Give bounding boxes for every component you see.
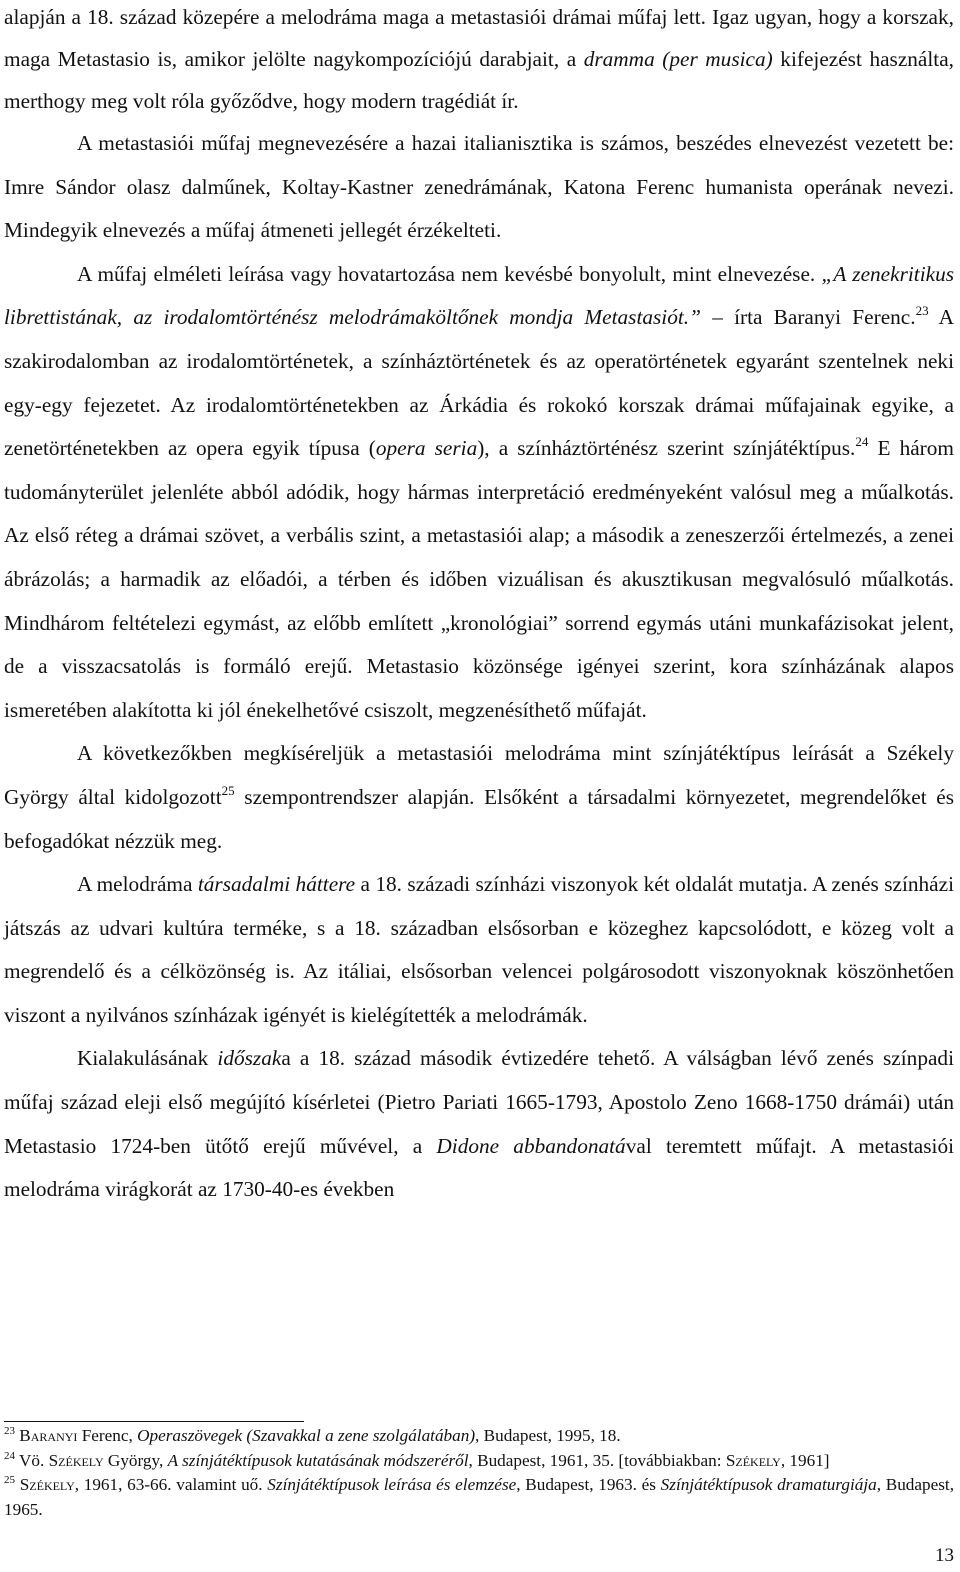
footnote-ref-24[interactable]: 24 (855, 434, 869, 450)
page-number: 13 (935, 1545, 954, 1566)
text-run: , 1961] (780, 1450, 830, 1470)
text-run: , 1961, 63-66. valamint uő. (74, 1475, 268, 1495)
text-run: Vö. (15, 1450, 49, 1470)
italic-run: opera seria (375, 436, 478, 461)
text-run: szempontrendszer alapján. Elsőként a társadalmi környezetet, megrendelőket és befogadókat nézzük meg. (4, 784, 954, 853)
italic-run: Didone abbandonatá (436, 1133, 626, 1158)
page-body (4, 0, 954, 1212)
text-run: A szakirodalomban az irodalomtörténetek, a színháztörténetek és az operatörténetek egyaránt szentelnek neki egy-egy fejezetet. Az irodalomtörténetekben az Árkádia és rokokó korszak drámai műfajainak egyike, a zenetörténetekben az opera egyik típusa ( (4, 305, 955, 461)
footnote-25 (4, 1473, 954, 1522)
text-run: , Budapest, 1961, 35. [továbbiakban: (468, 1450, 726, 1470)
text-run: ), a színháztörténész szerint színjátéktípus. (477, 436, 856, 461)
author-smallcaps: Székely (19, 1475, 75, 1495)
paragraph-6 (4, 1037, 954, 1211)
footnote-number: 24 (4, 1449, 15, 1462)
text-run: , Budapest, 1963. és (516, 1475, 661, 1495)
footnote-number: 25 (4, 1474, 15, 1487)
text-run: a 18. századi színházi viszonyok két oldalát mutatja. A zenés színházi játszás az udvari kultúra terméke, s a 18. században elsősorban e közeghez kapcsolódott, e közeg volt a megrendelő és a célközönség is. Az itáliai, elsősorban velencei polgárosodott viszonyoknak köszönhetően viszont a nyilvános színházak igényét is kielégítették a melodrámák. (4, 872, 954, 1027)
text-run: E három tudományterület jelenléte abból adódik, hogy hármas interpretáció eredményeként valósul meg a műalkotás. Az első réteg a drámai szövet, a verbális szint, a metastasiói alap; a második a zeneszerzői értelmezés, a zenei ábrázolás; a harmadik az előadói, a térben és időben vizuálisan és akusztikusan megvalósuló műalkotás. Mindhárom feltételezi egymást, az előbb említett „kronológiai” sorrend egymás utáni munkafázisokat jelent, de a visszacsatolás is formáló erejű. Metastasio közönsége igényei szerint, kora színházának alapos ismeretében alakította ki jól énekelhetővé csiszolt, megzenésíthető műfaját. (4, 436, 954, 722)
paragraph-2 (4, 122, 954, 253)
paragraph-4 (4, 732, 954, 863)
text-run: György, (103, 1450, 168, 1470)
quote-italic: „A zenekritikus librettistának, az irodalomtörténész melodrámaköltőnek mondja Metastasiót.” (4, 261, 955, 330)
italic-run: Színjátéktípusok dramaturgiája (660, 1475, 877, 1495)
italic-run: Színjátéktípusok leírása és elemzése (267, 1475, 517, 1495)
footnote-ref-25[interactable]: 25 (221, 782, 235, 798)
text-run: alapján a 18. század közepére a melodráma maga a metastasiói drámai műfaj lett. Igaz ugyan, hogy a korszak, maga Metastasio is, amikor jelölte nagykompozíciójú darabjait, a (4, 5, 954, 71)
author-smallcaps: Baranyi (19, 1426, 78, 1445)
text-run: , Budapest, 1995, 18. (475, 1426, 621, 1445)
text-run: A következőkben megkíséreljük a metastasiói melodráma mint színjátéktípus leírását a Székely György által kidolgozott (4, 741, 954, 809)
text-run: Ferenc, (77, 1426, 138, 1445)
text-run: val teremtett műfajt. A metastasiói melodráma virágkorát az 1730-40-es években (4, 1133, 955, 1202)
italic-run: időszak (217, 1046, 282, 1071)
footnote-23 (4, 1424, 954, 1449)
italic-run: társadalmi háttere (197, 872, 356, 897)
text-run: A műfaj elméleti leírása vagy hovatartozása nem kevésbé bonyolult, mint elnevezése. (77, 261, 822, 286)
italic-run: A színjátéktípusok kutatásának módszeréről (167, 1450, 469, 1470)
text-run: – írta Baranyi Ferenc. (700, 305, 916, 330)
text-run: kifejezést használta, merthogy meg volt róla győződve, hogy modern tragédiát ír. (4, 47, 954, 113)
paragraph-3 (4, 253, 954, 733)
paragraph-5 (4, 863, 954, 1037)
footnote-number: 23 (4, 1425, 15, 1437)
italic-run: dramma (per musica) (583, 47, 773, 71)
text-run: Kialakulásának (77, 1046, 218, 1071)
text-run: A melodráma (77, 872, 198, 897)
author-smallcaps: Székely (725, 1450, 781, 1470)
paragraph-1 (4, 0, 954, 122)
author-smallcaps: Székely (48, 1450, 104, 1470)
text-run: a a 18. század második évtizedére tehető. A válságban lévő zenés színpadi műfaj század eleji első megújító kísérletei (Pietro Pariati 1665-1793, Apostolo Zeno 1668-1750 drámái) után Metastasio 1724-ben ütőtő erejű művével, a (4, 1046, 954, 1158)
italic-run: Operaszövegek (Szavakkal a zene szolgálatában) (137, 1426, 476, 1445)
text-run: , Budapest, 1965. (4, 1475, 954, 1519)
footnotes (4, 1424, 954, 1522)
footnote-ref-23[interactable]: 23 (915, 303, 929, 319)
text-run: A metastasiói műfaj megnevezésére a hazai italianisztika is számos, beszédes elnevezést vezetett be: Imre Sándor olasz dalműnek, Koltay-Kastner zenedrámának, Katona Ferenc humanista operának nevezi. Mindegyik elnevezés a műfaj átmeneti jellegét érzékelteti. (4, 131, 954, 243)
footnote-24 (4, 1449, 954, 1474)
footnote-divider (4, 1421, 304, 1422)
